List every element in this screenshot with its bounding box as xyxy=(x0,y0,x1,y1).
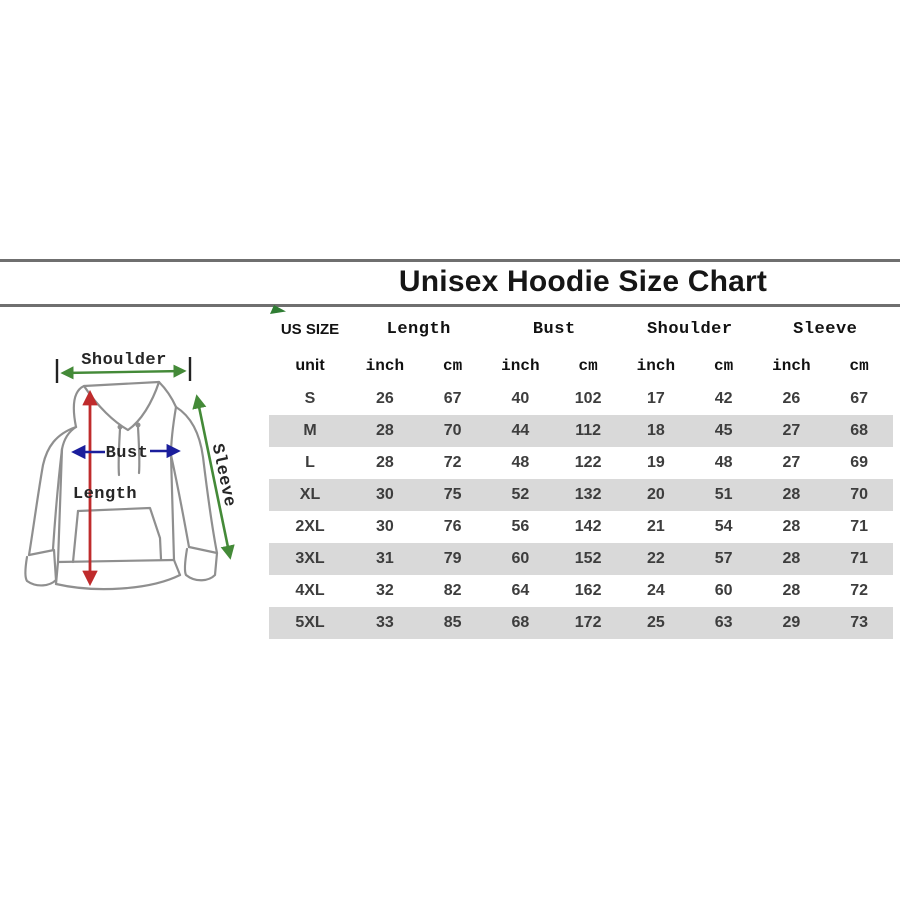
measurement-value: 30 xyxy=(375,518,394,535)
measurement-value: 75 xyxy=(443,486,462,503)
measurement-value: 72 xyxy=(850,582,869,599)
measurement-value: 28 xyxy=(782,582,801,599)
measurement-value: 18 xyxy=(646,422,665,439)
measurement-value: 52 xyxy=(511,486,530,503)
measurement-value: 22 xyxy=(646,550,665,567)
measurement-value: 142 xyxy=(574,518,602,535)
measurement-value: 44 xyxy=(511,422,530,439)
column-header-us-size: US SIZE xyxy=(280,320,340,338)
measurement-value: 60 xyxy=(714,582,733,599)
unit-header: cm xyxy=(714,356,734,375)
size-label: L xyxy=(305,454,315,471)
table-row xyxy=(269,511,893,543)
measurement-value: 102 xyxy=(574,390,602,407)
measurement-value: 70 xyxy=(850,486,869,503)
measurement-value: 54 xyxy=(714,518,733,535)
unit-header: inch xyxy=(772,356,811,375)
measurement-value: 19 xyxy=(646,454,665,471)
unit-header: inch xyxy=(365,356,405,375)
measurement-value: 27 xyxy=(782,422,801,439)
measurement-value: 67 xyxy=(850,390,869,407)
measurement-value: 42 xyxy=(714,390,733,407)
size-label: M xyxy=(303,422,317,439)
row-header-unit: unit xyxy=(295,356,325,374)
sleeve-label: Sleeve xyxy=(206,442,239,509)
size-table xyxy=(269,310,893,639)
measurement-value: 68 xyxy=(850,422,869,439)
measurement-value: 40 xyxy=(511,390,530,407)
column-group-shoulder: Shoulder xyxy=(646,319,733,339)
measurement-value: 71 xyxy=(850,550,869,567)
measurement-value: 57 xyxy=(714,550,733,567)
table-row xyxy=(269,575,893,607)
measurement-value: 17 xyxy=(646,390,665,407)
measurement-value: 28 xyxy=(375,454,394,471)
hoodie-measurement-diagram xyxy=(10,335,260,625)
measurement-value: 152 xyxy=(574,550,602,567)
measurement-value: 51 xyxy=(714,486,733,503)
measurement-value: 26 xyxy=(782,390,801,407)
measurement-value: 30 xyxy=(375,486,394,503)
measurement-value: 28 xyxy=(782,518,801,535)
measurement-value: 20 xyxy=(646,486,665,503)
measurement-value: 21 xyxy=(646,518,665,535)
column-group-bust: Bust xyxy=(532,319,576,339)
table-row xyxy=(269,383,893,415)
size-label: S xyxy=(304,390,316,407)
shoulder-label: Shoulder xyxy=(81,351,167,370)
measurement-value: 172 xyxy=(574,614,602,631)
measurement-value: 63 xyxy=(714,614,733,631)
measurement-value: 28 xyxy=(782,550,801,567)
table-row xyxy=(269,607,893,639)
measurement-value: 28 xyxy=(375,422,394,439)
column-group-sleeve: Sleeve xyxy=(793,319,858,339)
bust-label: Bust xyxy=(105,444,149,463)
measurement-value: 85 xyxy=(443,614,462,631)
table-row xyxy=(269,543,893,575)
measurement-value: 28 xyxy=(782,486,801,503)
measurement-value: 64 xyxy=(511,582,530,599)
measurement-value: 56 xyxy=(511,518,530,535)
measurement-value: 25 xyxy=(646,614,665,631)
size-label: 5XL xyxy=(295,614,325,631)
measurement-value: 67 xyxy=(443,390,462,407)
measurement-value: 122 xyxy=(574,454,602,471)
measurement-value: 48 xyxy=(714,454,733,471)
measurement-value: 68 xyxy=(511,614,530,631)
measurement-value: 162 xyxy=(574,582,602,599)
unit-header: cm xyxy=(849,356,869,375)
size-label: 3XL xyxy=(295,550,325,567)
measurement-value: 73 xyxy=(850,614,869,631)
measurement-value: 27 xyxy=(782,454,801,471)
measurement-value: 32 xyxy=(375,582,394,599)
measurement-value: 31 xyxy=(375,550,394,567)
measurement-value: 79 xyxy=(443,550,462,567)
measurement-value: 132 xyxy=(574,486,602,503)
page-title: Unisex Hoodie Size Chart xyxy=(398,265,768,298)
size-label: 4XL xyxy=(295,582,325,599)
measurement-value: 48 xyxy=(511,454,530,471)
unit-header: cm xyxy=(578,356,598,375)
size-label: XL xyxy=(299,486,321,503)
measurement-value: 71 xyxy=(850,518,869,535)
measurement-value: 112 xyxy=(575,422,602,439)
shoulder-arrow xyxy=(63,371,184,373)
measurement-value: 60 xyxy=(511,550,530,567)
table-row xyxy=(269,415,893,447)
measurement-value: 33 xyxy=(375,614,394,631)
measurement-value: 29 xyxy=(782,614,801,631)
measurement-value: 69 xyxy=(850,454,869,471)
measurement-value: 82 xyxy=(443,582,462,599)
size-label: 2XL xyxy=(295,518,325,535)
column-group-length: Length xyxy=(386,319,451,339)
measurement-value: 26 xyxy=(375,390,394,407)
size-table-body xyxy=(269,383,893,639)
table-unit-header-row xyxy=(269,348,893,383)
table-group-header-row xyxy=(269,310,893,348)
measurement-value: 76 xyxy=(443,518,462,535)
unit-header: inch xyxy=(636,356,676,375)
table-row xyxy=(269,447,893,479)
measurement-value: 72 xyxy=(443,454,462,471)
unit-header: inch xyxy=(501,356,540,375)
measurement-value: 70 xyxy=(443,422,462,439)
unit-header: cm xyxy=(443,356,463,375)
length-label: Length xyxy=(72,485,138,504)
title-divider-line xyxy=(0,304,900,307)
table-row xyxy=(269,479,893,511)
measurement-value: 45 xyxy=(714,422,733,439)
measurement-value: 24 xyxy=(646,582,665,599)
